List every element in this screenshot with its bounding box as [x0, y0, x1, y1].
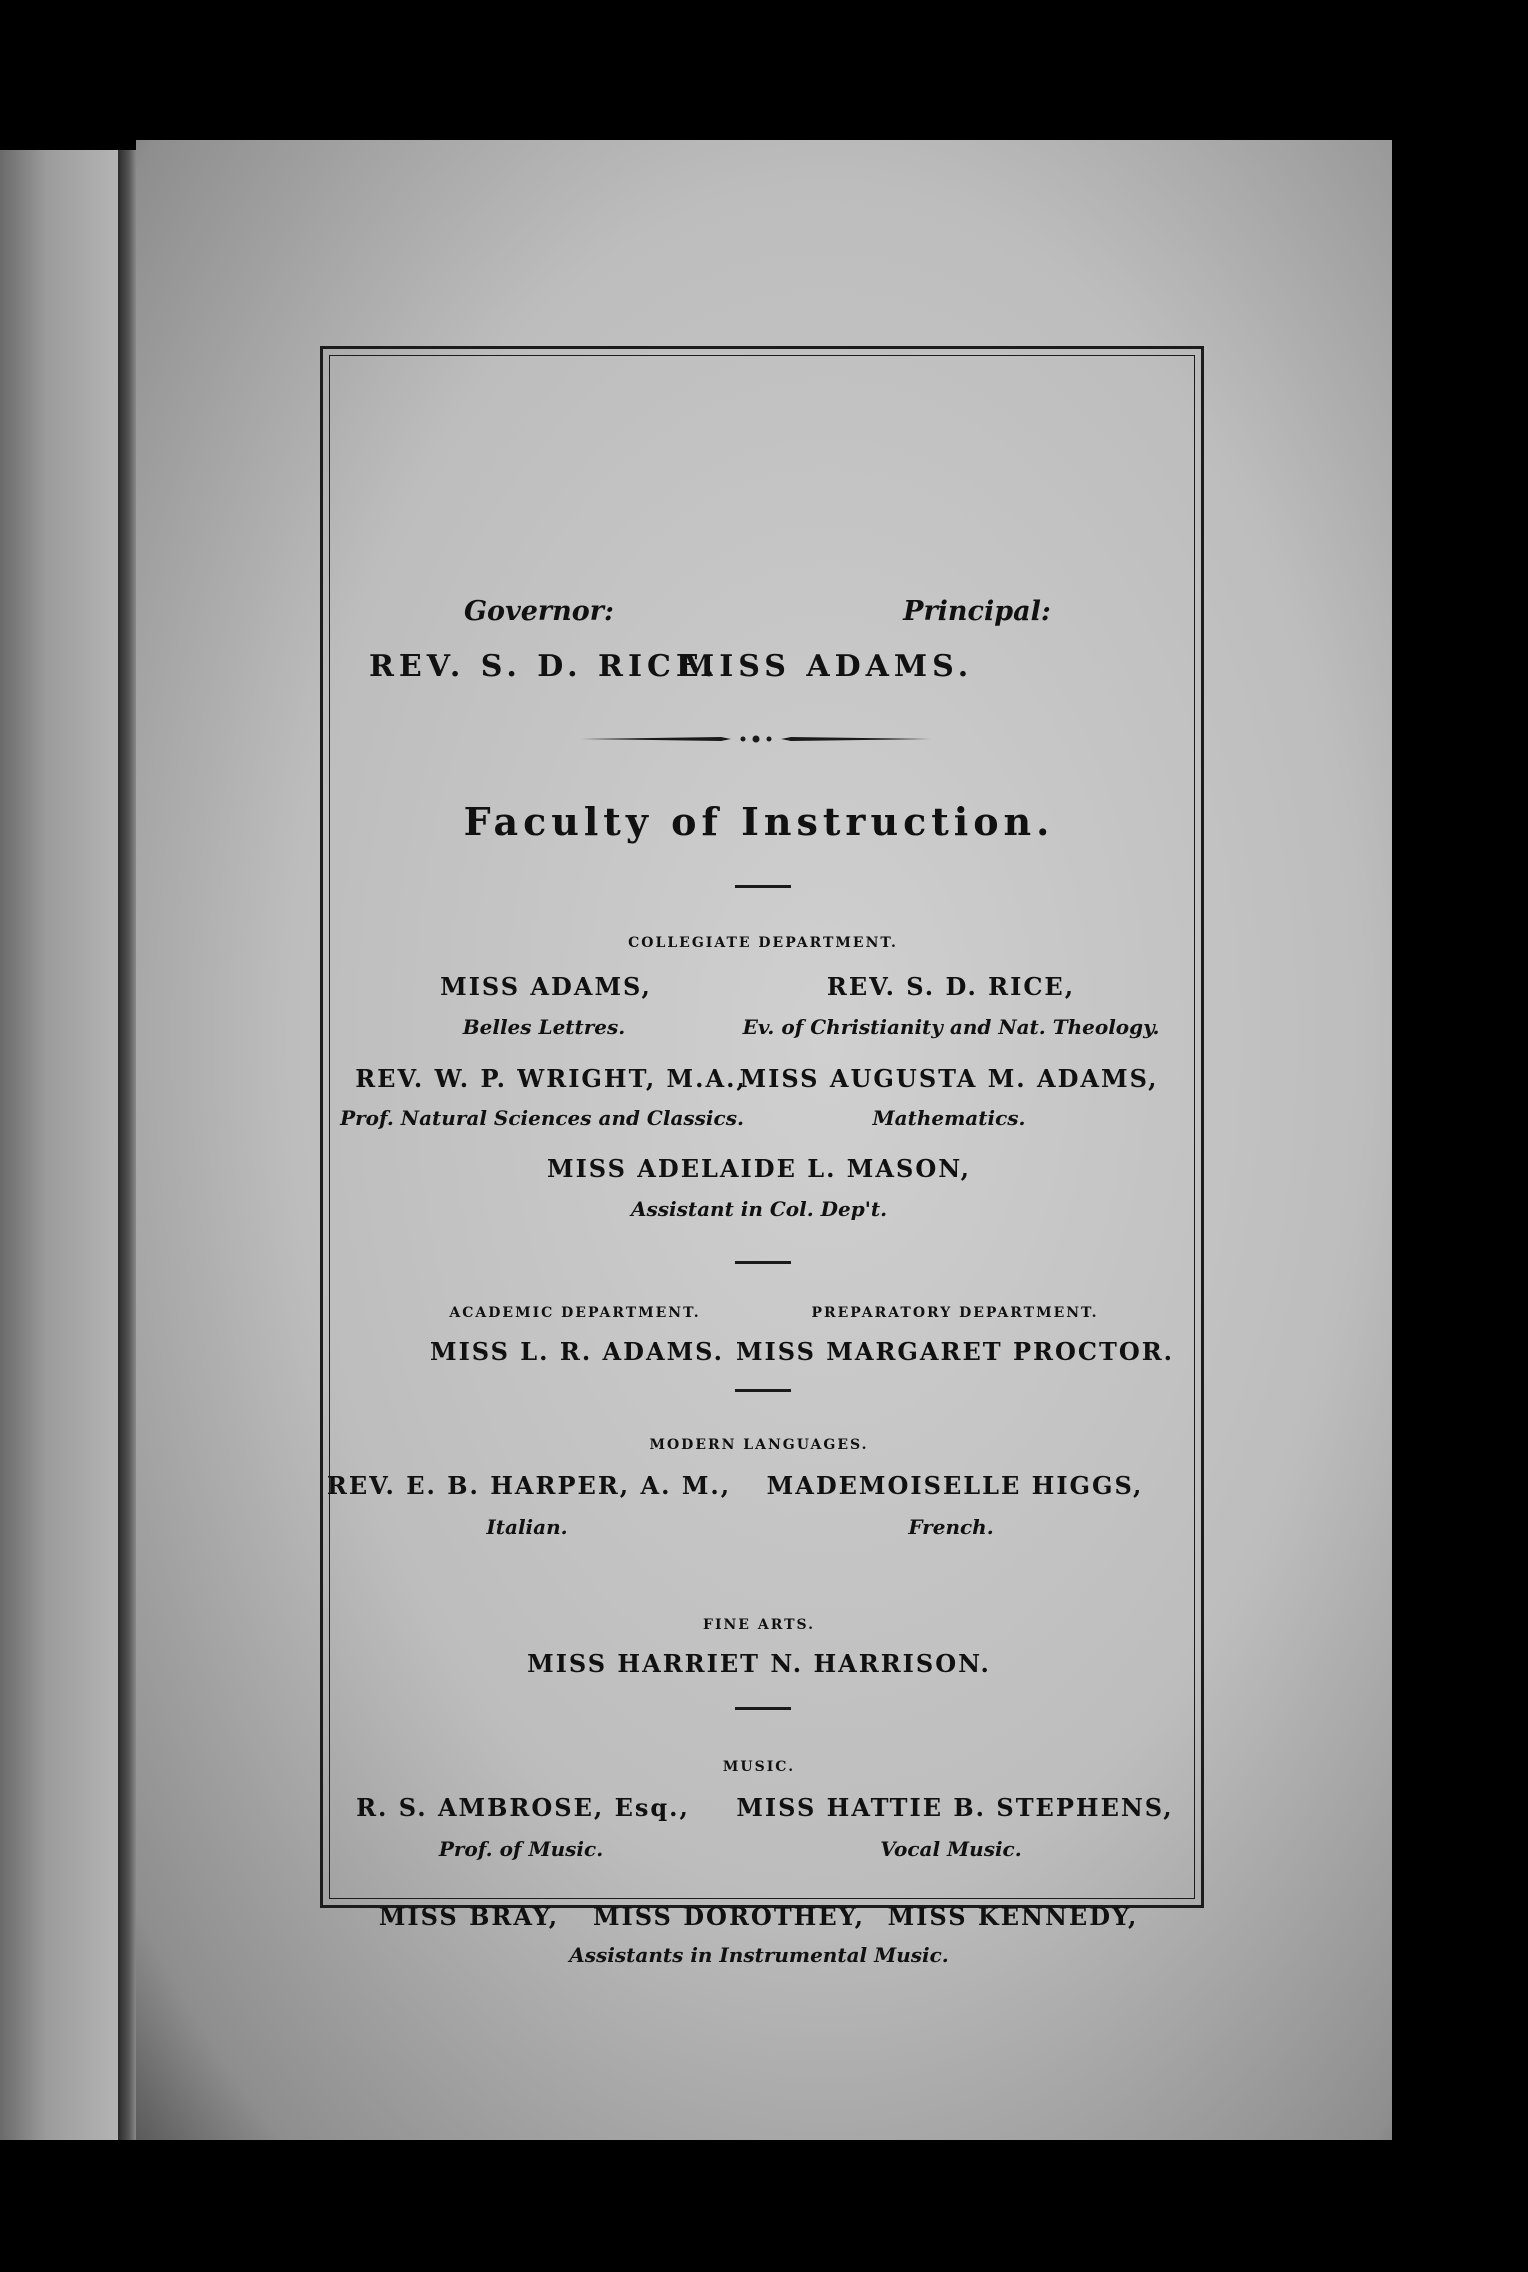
left-page-edge: [0, 150, 118, 2140]
academic-title: ACADEMIC DEPARTMENT.: [449, 1305, 701, 1321]
member-role: Mathematics.: [872, 1106, 1026, 1130]
divider: [735, 1707, 791, 1710]
principal-name: MISS ADAMS.: [681, 649, 974, 684]
member-name: REV. S. D. RICE,: [826, 972, 1076, 1001]
member-name: MISS ADELAIDE L. MASON,: [547, 1154, 971, 1183]
assistant-name: MISS KENNEDY,: [887, 1902, 1139, 1931]
governor-label: Governor:: [464, 596, 614, 627]
page: [136, 140, 1392, 2140]
member-name: MISS AUGUSTA M. ADAMS,: [739, 1064, 1159, 1093]
member-role: Prof. Natural Sciences and Classics.: [340, 1106, 744, 1130]
languages-title: MODERN LANGUAGES.: [649, 1437, 869, 1453]
ornamental-rule: [581, 733, 931, 745]
divider: [735, 885, 791, 888]
academic-name: MISS L. R. ADAMS.: [430, 1337, 724, 1366]
assistants-role: Assistants in Instrumental Music.: [569, 1943, 949, 1967]
member-role: Italian.: [486, 1515, 568, 1539]
governor-name: REV. S. D. RICE.: [369, 649, 720, 684]
member-name: MISS HATTIE B. STEPHENS,: [736, 1793, 1174, 1822]
member-name: REV. W. P. WRIGHT, M.A.,: [355, 1064, 747, 1093]
page-border: [320, 346, 1204, 1967]
member-name: R. S. AMBROSE, Esq.,: [356, 1793, 690, 1822]
member-role: Vocal Music.: [880, 1837, 1022, 1861]
divider: [735, 1389, 791, 1392]
divider: [735, 1261, 791, 1264]
member-role: Assistant in Col. Dep't.: [630, 1197, 888, 1221]
member-role: Belles Lettres.: [462, 1015, 626, 1039]
assistant-name: MISS BRAY,: [378, 1902, 560, 1931]
principal-label: Principal:: [903, 596, 1051, 627]
member-role: Prof. of Music.: [438, 1837, 604, 1861]
fine-arts-title: FINE ARTS.: [703, 1617, 815, 1633]
book-gutter: [118, 150, 136, 2140]
preparatory-title: PREPARATORY DEPARTMENT.: [811, 1305, 1099, 1321]
assistant-name: MISS DOROTHEY,: [592, 1902, 866, 1931]
music-title: MUSIC.: [722, 1759, 796, 1775]
member-name: MISS ADAMS,: [440, 972, 652, 1001]
fine-arts-name: MISS HARRIET N. HARRISON.: [527, 1649, 991, 1678]
preparatory-name: MISS MARGARET PROCTOR.: [735, 1337, 1175, 1366]
member-role: French.: [908, 1515, 994, 1539]
member-name: REV. E. B. HARPER, A. M.,: [326, 1471, 732, 1500]
member-role: Ev. of Christianity and Nat. Theology.: [742, 1015, 1160, 1039]
faculty-heading: Faculty of Instruction.: [463, 799, 1055, 844]
member-name: MADEMOISELLE HIGGS,: [766, 1471, 1144, 1500]
collegiate-title: COLLEGIATE DEPARTMENT.: [628, 935, 898, 951]
